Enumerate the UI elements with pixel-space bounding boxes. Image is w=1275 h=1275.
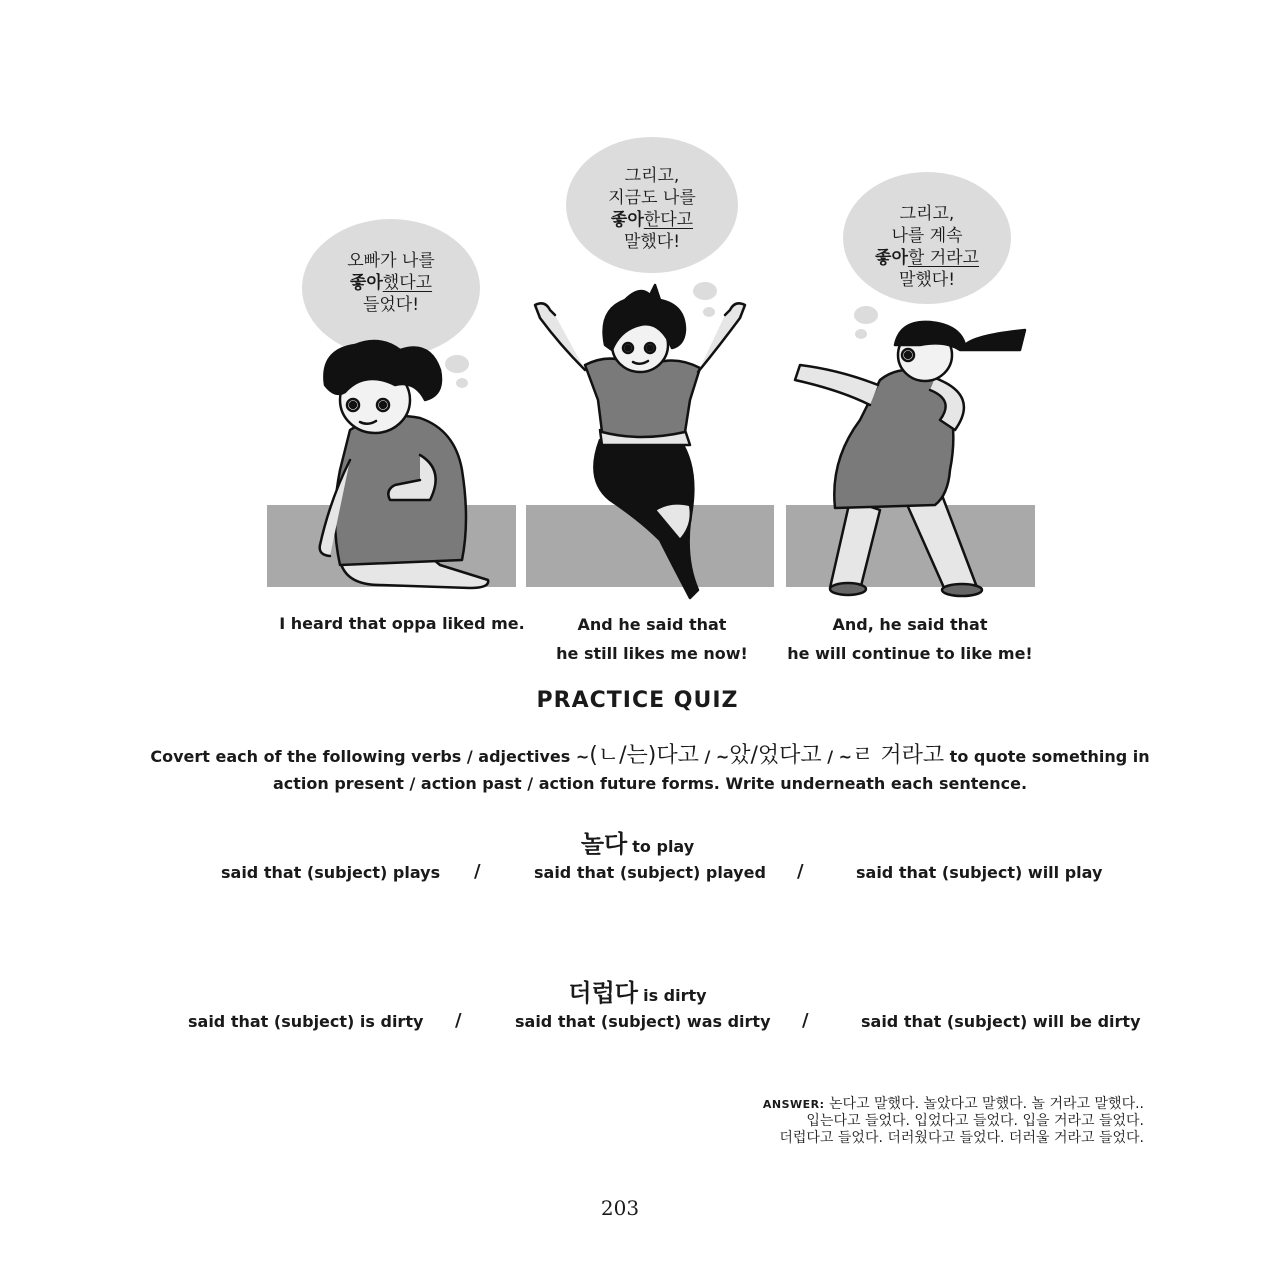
speech-bubble-text-3: 그리고, 나를 계속 좋아할 거라고 말했다! bbox=[875, 204, 979, 290]
speech-bubble-text-1: 오빠가 나를 좋아했다고 들었다! bbox=[347, 251, 435, 315]
separator: / bbox=[802, 1010, 809, 1031]
verb-1-option-past: said that (subject) played bbox=[534, 863, 766, 882]
verb-2-option-present: said that (subject) is dirty bbox=[188, 1012, 424, 1031]
floor-block-3 bbox=[786, 505, 1035, 587]
quiz-title: PRACTICE QUIZ bbox=[536, 688, 739, 713]
verb-1-option-future: said that (subject) will play bbox=[856, 863, 1103, 882]
separator: / bbox=[455, 1010, 462, 1031]
quiz-instructions-line1: Covert each of the following verbs / adjectives ~(ㄴ/는)다고 / ~았/었다고 / ~ㄹ 거라고 to quote something in bbox=[150, 743, 1150, 768]
caption-2: And he said that he still likes me now! bbox=[556, 615, 748, 663]
verb-heading-1: 놀다 to play bbox=[580, 830, 695, 858]
separator: / bbox=[797, 861, 804, 882]
answer-key: ANSWER: 논다고 말했다. 놀았다고 말했다. 놀 거라고 말했다.. 입는다고 들었다. 입었다고 들었다. 입을 거라고 들었다. 더럽다고 들었다. 더러웠다고 들었다. 더러울 거라고 들었다. bbox=[762, 1096, 1144, 1146]
verb-2-option-future: said that (subject) will be dirty bbox=[861, 1012, 1141, 1031]
page-number: 203 bbox=[600, 1196, 640, 1220]
verb-2-option-past: said that (subject) was dirty bbox=[515, 1012, 771, 1031]
caption-3: And, he said that he will continue to like me! bbox=[787, 615, 1033, 663]
speech-bubble-text-2: 그리고, 지금도 나를 좋아한다고 말했다! bbox=[608, 166, 696, 252]
separator: / bbox=[474, 861, 481, 882]
caption-1: I heard that oppa liked me. bbox=[279, 614, 525, 633]
character-kneeling bbox=[320, 341, 488, 588]
verb-heading-2: 더럽다 is dirty bbox=[568, 979, 707, 1007]
verb-1-option-present: said that (subject) plays bbox=[221, 863, 441, 882]
quiz-instructions-line2: action present / action past / action future forms. Write underneath each sentence. bbox=[272, 774, 1028, 793]
